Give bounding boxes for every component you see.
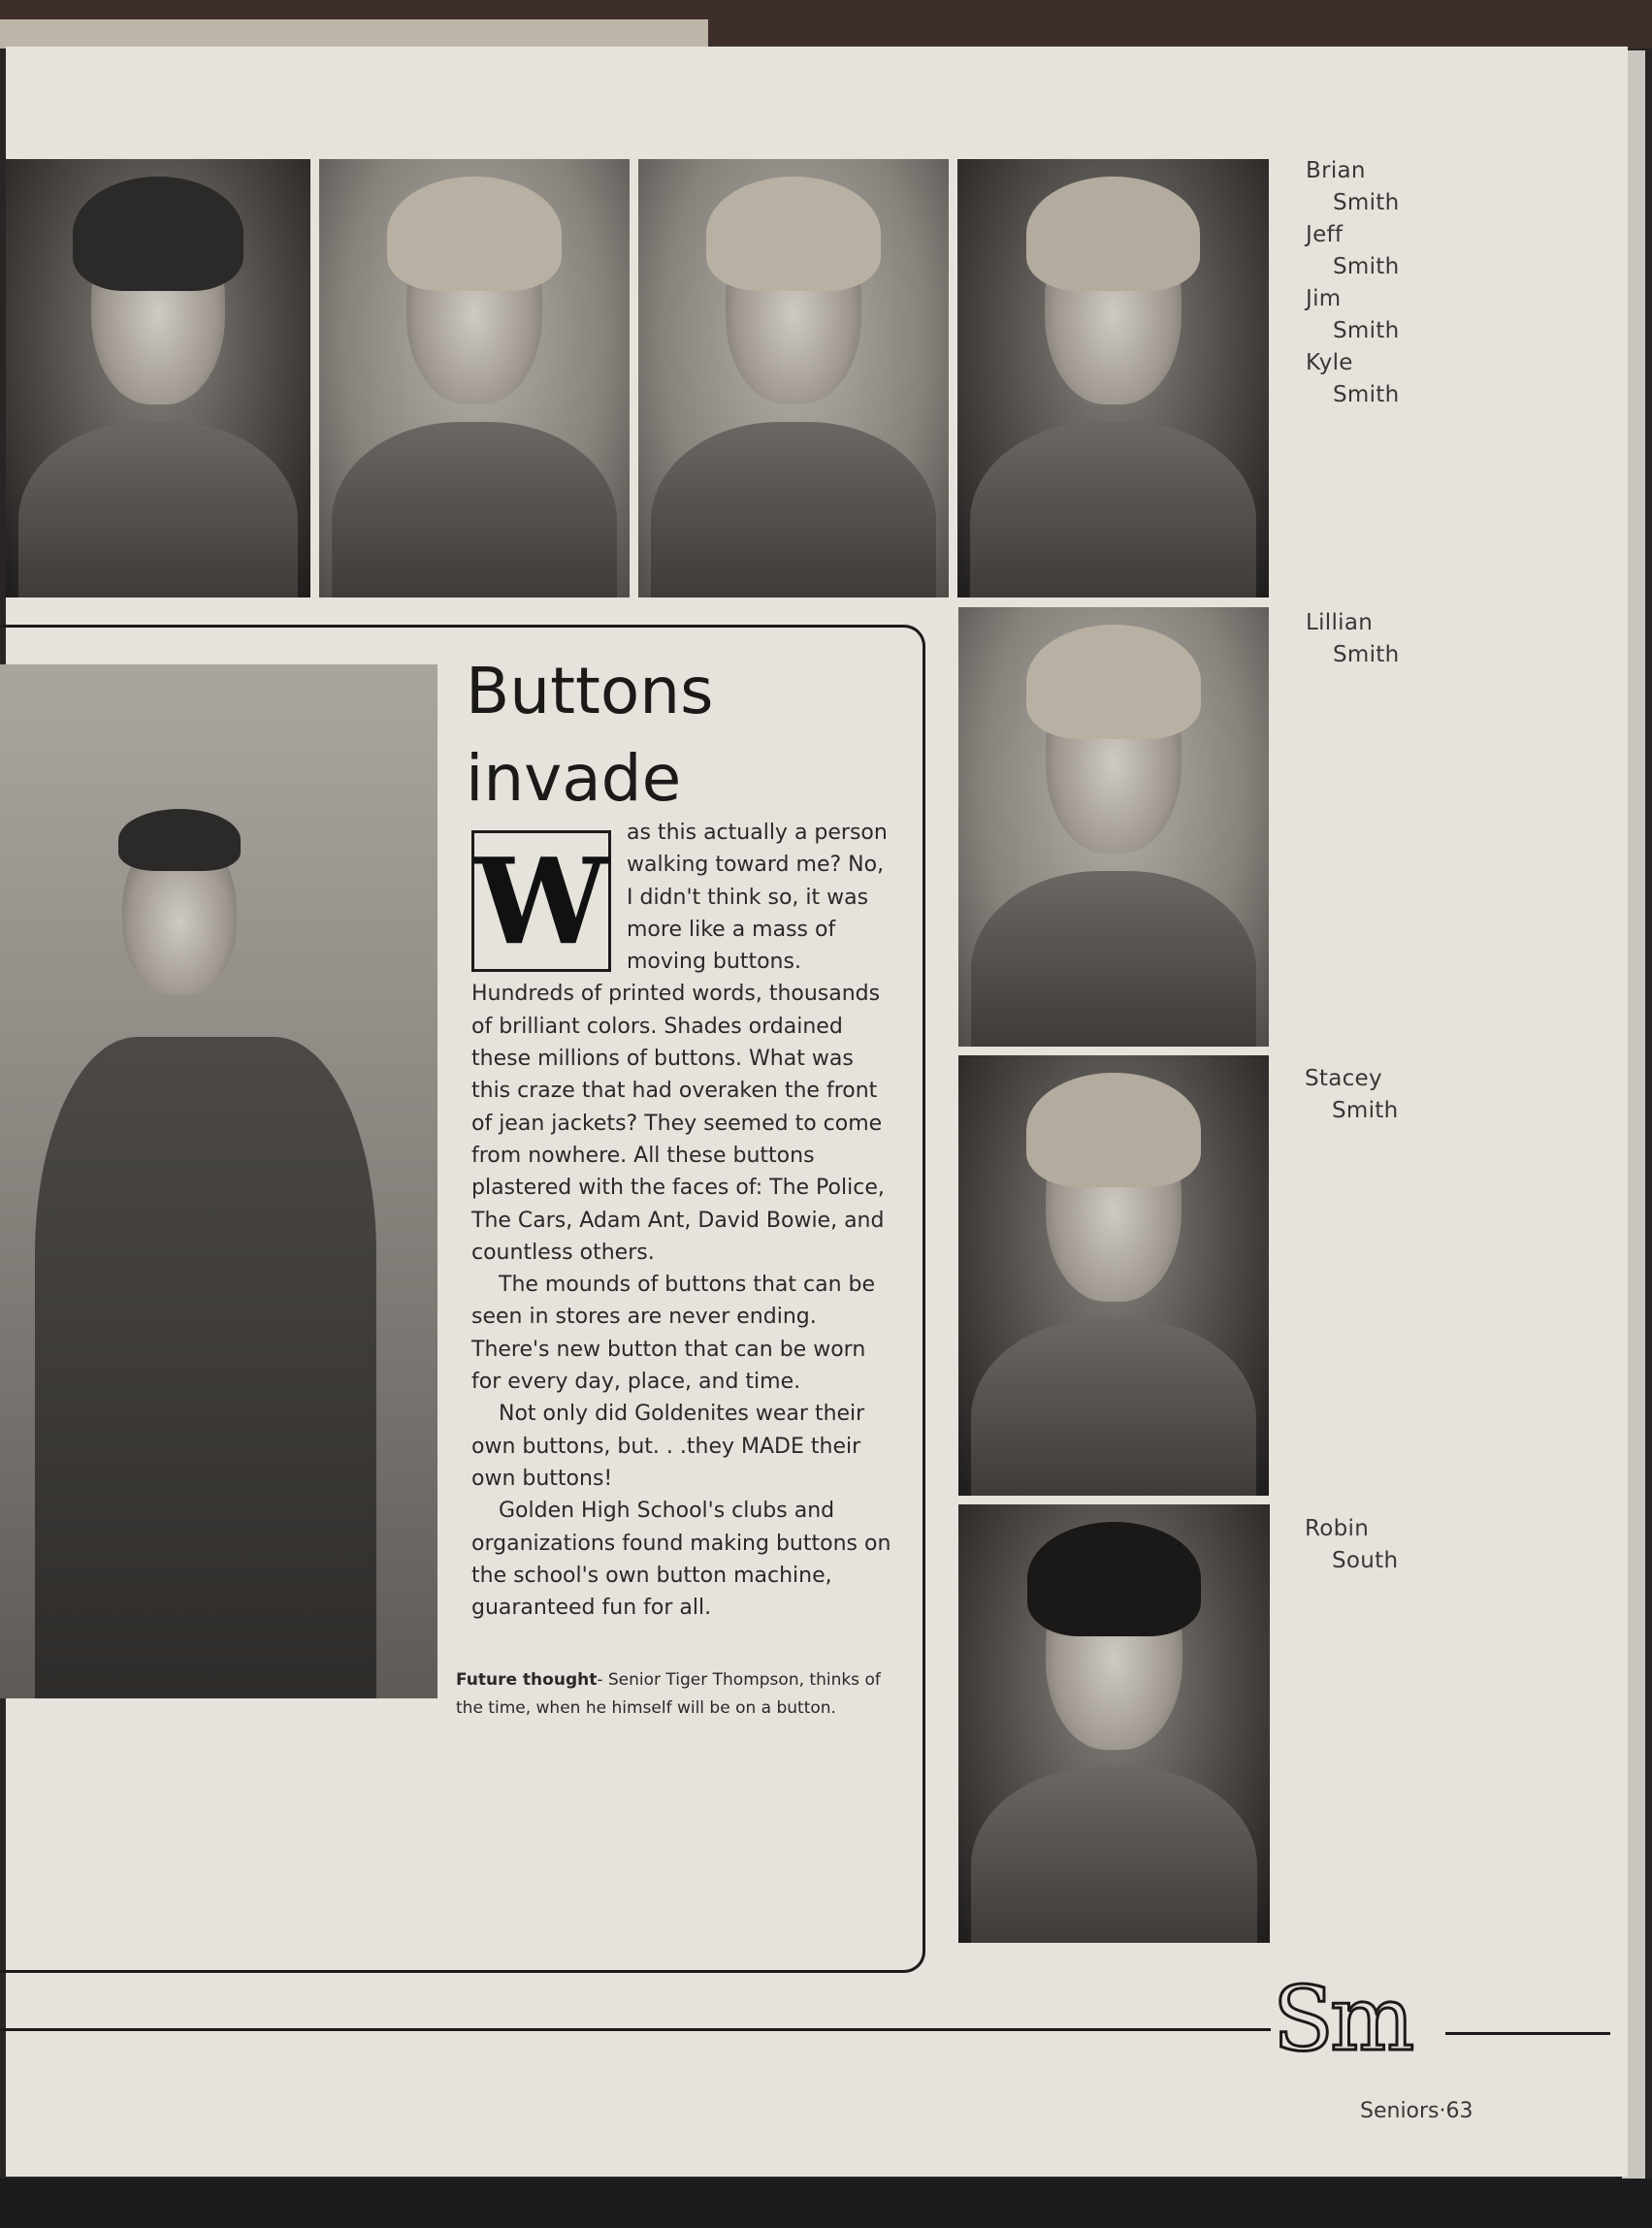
portrait-stacey-smith bbox=[958, 1055, 1269, 1496]
first-name: Lillian bbox=[1306, 610, 1374, 635]
article-paragraph: Not only did Goldenites wear their own buttons, but. . .they MADE their own buttons! bbox=[471, 1402, 865, 1491]
headline-line: Buttons bbox=[466, 654, 714, 728]
paper-scrap bbox=[0, 19, 708, 48]
article-paragraph: The mounds of buttons that can be seen in stores are never ending. There's new button that can be worn for every day, place, and time. bbox=[471, 1273, 876, 1395]
caption-lead: Future thought bbox=[456, 1670, 598, 1690]
portrait-jeff-smith bbox=[319, 159, 630, 597]
headline-line: invade bbox=[466, 741, 682, 816]
last-name: Smith bbox=[1332, 1098, 1399, 1123]
name-label-list bbox=[1306, 155, 1400, 411]
first-name: Jeff bbox=[1306, 222, 1344, 247]
name-label-stacey bbox=[1305, 1063, 1399, 1127]
first-name: Stacey bbox=[1305, 1066, 1382, 1091]
last-name: Smith bbox=[1333, 382, 1400, 407]
first-name: Jim bbox=[1306, 286, 1342, 311]
photo-caption bbox=[456, 1666, 883, 1723]
page-folio: Seniors·63 bbox=[1360, 2099, 1474, 2123]
article-paragraph: Golden High School's clubs and organizations found making buttons on the school's own button machine, guaranteed fun for all. bbox=[471, 1499, 891, 1621]
portrait-brian-smith bbox=[6, 159, 310, 597]
portrait-robin-south bbox=[958, 1504, 1270, 1943]
feature-article bbox=[471, 817, 894, 1624]
name-label-robin bbox=[1305, 1513, 1398, 1577]
last-name: Smith bbox=[1333, 190, 1400, 215]
feature-photo-button-jacket bbox=[0, 664, 437, 1698]
portrait-jim-smith bbox=[638, 159, 949, 597]
last-name: Smith bbox=[1333, 318, 1400, 343]
first-name: Kyle bbox=[1306, 350, 1353, 375]
last-name: Smith bbox=[1333, 254, 1400, 279]
caption-text: - Senior Tiger Thompson, thinks of the time, when he himself will be on a button. bbox=[456, 1670, 881, 1718]
last-name: South bbox=[1332, 1548, 1399, 1573]
first-name: Brian bbox=[1306, 158, 1366, 183]
last-name: Smith bbox=[1333, 642, 1400, 667]
first-name: Robin bbox=[1305, 1516, 1370, 1541]
footer-rule bbox=[1445, 2032, 1610, 2035]
section-mark: Sm bbox=[1273, 1967, 1411, 2071]
name-label-lillian bbox=[1306, 607, 1400, 671]
portrait-lillian-smith bbox=[958, 607, 1269, 1047]
portrait-kyle-smith bbox=[957, 159, 1269, 597]
feature-headline bbox=[466, 648, 892, 823]
background-top-strip bbox=[0, 0, 1652, 48]
drop-cap: W bbox=[471, 830, 611, 972]
footer-rule bbox=[0, 2028, 1271, 2031]
article-paragraph: as this actually a person walking toward me? No, I didn't think so, it was more like a mass of moving buttons. Hundreds of printed words, thousands of brilliant colors. Shades ordained these millions of buttons. What was this craze that had overaken the front of jean jackets? They seemed to come from nowhere. All these buttons plastered with the faces of: The Police, The Cars, Adam Ant, David Bowie, and countless others. bbox=[471, 821, 888, 1265]
background-bottom-strip bbox=[0, 2179, 1652, 2228]
